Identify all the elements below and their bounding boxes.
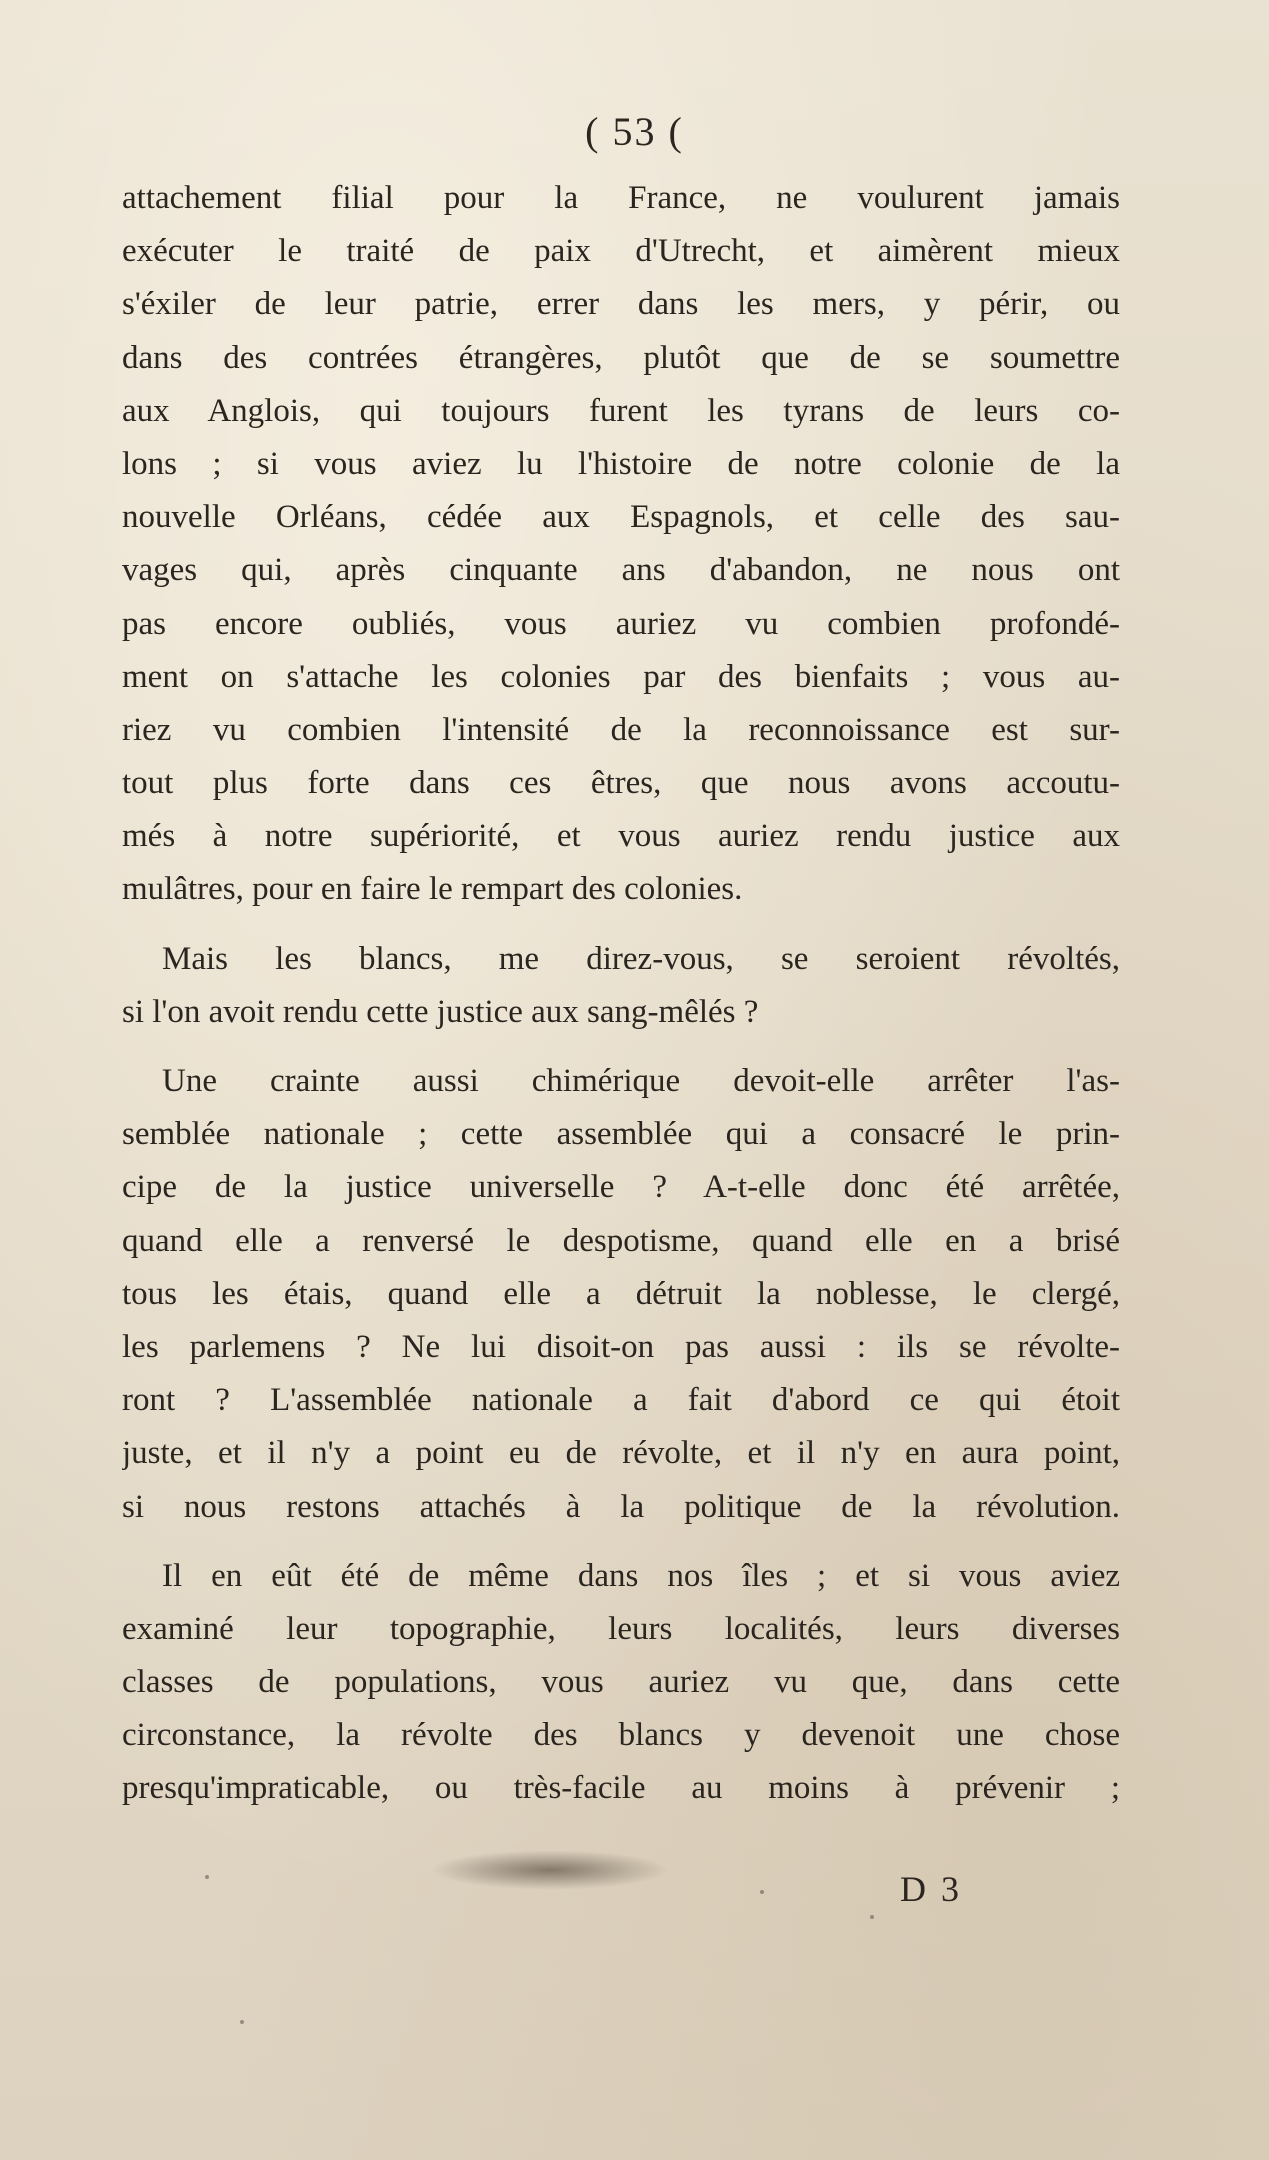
- ink-smudge: [430, 1850, 670, 1890]
- text-line: més à notre supériorité, et vous auriez rendu justice aux: [122, 818, 1120, 855]
- paper-fleck: [760, 1890, 764, 1894]
- text-line: si l'on avoit rendu cette justice aux sang-mêlés ?: [122, 993, 759, 1030]
- paragraph: [122, 172, 1120, 917]
- paper-fleck: [870, 1915, 874, 1919]
- text-line: attachement filial pour la France, ne voulurent jamais: [122, 180, 1120, 216]
- text-line: les parlemens ? Ne lui disoit-on pas aussi : ils se révolte-: [122, 1328, 1120, 1365]
- text-line: circonstance, la révolte des blancs y devenoit une chose: [122, 1717, 1120, 1754]
- text-line: tout plus forte dans ces êtres, que nous avons accoutu-: [122, 765, 1120, 802]
- text-line: presqu'impraticable, ou très-facile au moins à prévenir ;: [122, 1770, 1120, 1807]
- text-line: s'éxiler de leur patrie, errer dans les mers, y périr, ou: [122, 286, 1120, 323]
- text-line: Une crainte aussi chimérique devoit-elle arrêter l'as-: [162, 1063, 1120, 1099]
- text-line: juste, et il n'y a point eu de révolte, et il n'y en aura point,: [122, 1435, 1120, 1472]
- text-line: nouvelle Orléans, cédée aux Espagnols, et celle des sau-: [122, 499, 1120, 536]
- text-line: cipe de la justice universelle ? A-t-elle donc été arrêtée,: [122, 1169, 1120, 1206]
- text-line: aux Anglois, qui toujours furent les tyrans de leurs co-: [122, 392, 1120, 429]
- text-line: pas encore oubliés, vous auriez vu combien profondé-: [122, 605, 1120, 642]
- text-line: vages qui, après cinquante ans d'abandon, ne nous ont: [122, 552, 1120, 589]
- text-line: mulâtres, pour en faire le rempart des colonies.: [122, 871, 743, 908]
- text-line: exécuter le traité de paix d'Utrecht, et aimèrent mieux: [122, 233, 1120, 270]
- text-line: classes de populations, vous auriez vu que, dans cette: [122, 1664, 1120, 1701]
- text-line: Il en eût été de même dans nos îles ; et si vous aviez: [162, 1557, 1120, 1594]
- text-line: si nous restons attachés à la politique de la révolution.: [122, 1488, 1120, 1525]
- text-line: riez vu combien l'intensité de la reconnoissance est sur-: [122, 711, 1120, 748]
- signature-mark: D 3: [900, 1869, 962, 1909]
- text-line: tous les étais, quand elle a détruit la noblesse, le clergé,: [122, 1275, 1120, 1312]
- text-line: dans des contrées étrangères, plutôt que de se soumettre: [122, 339, 1120, 376]
- paragraph: [122, 933, 1120, 1039]
- body-text: [122, 172, 1120, 1832]
- text-line: semblée nationale ; cette assemblée qui a consacré le prin-: [122, 1116, 1120, 1153]
- text-line: examiné leur topographie, leurs localités, leurs diverses: [122, 1610, 1120, 1647]
- paragraph: [122, 1055, 1120, 1534]
- text-line: ront ? L'assemblée nationale a fait d'abord ce qui étoit: [122, 1382, 1120, 1419]
- page-number-header: ( 53 (: [585, 109, 684, 154]
- text-line: lons ; si vous aviez lu l'histoire de notre colonie de la: [122, 445, 1120, 482]
- paper-fleck: [205, 1875, 209, 1879]
- text-line: quand elle a renversé le despotisme, quand elle en a brisé: [122, 1222, 1120, 1259]
- text-line: Mais les blancs, me direz-vous, se seroient révoltés,: [162, 940, 1120, 977]
- paragraph: [122, 1550, 1120, 1816]
- text-line: ment on s'attache les colonies par des bienfaits ; vous au-: [122, 658, 1120, 695]
- paper-fleck: [240, 2020, 244, 2024]
